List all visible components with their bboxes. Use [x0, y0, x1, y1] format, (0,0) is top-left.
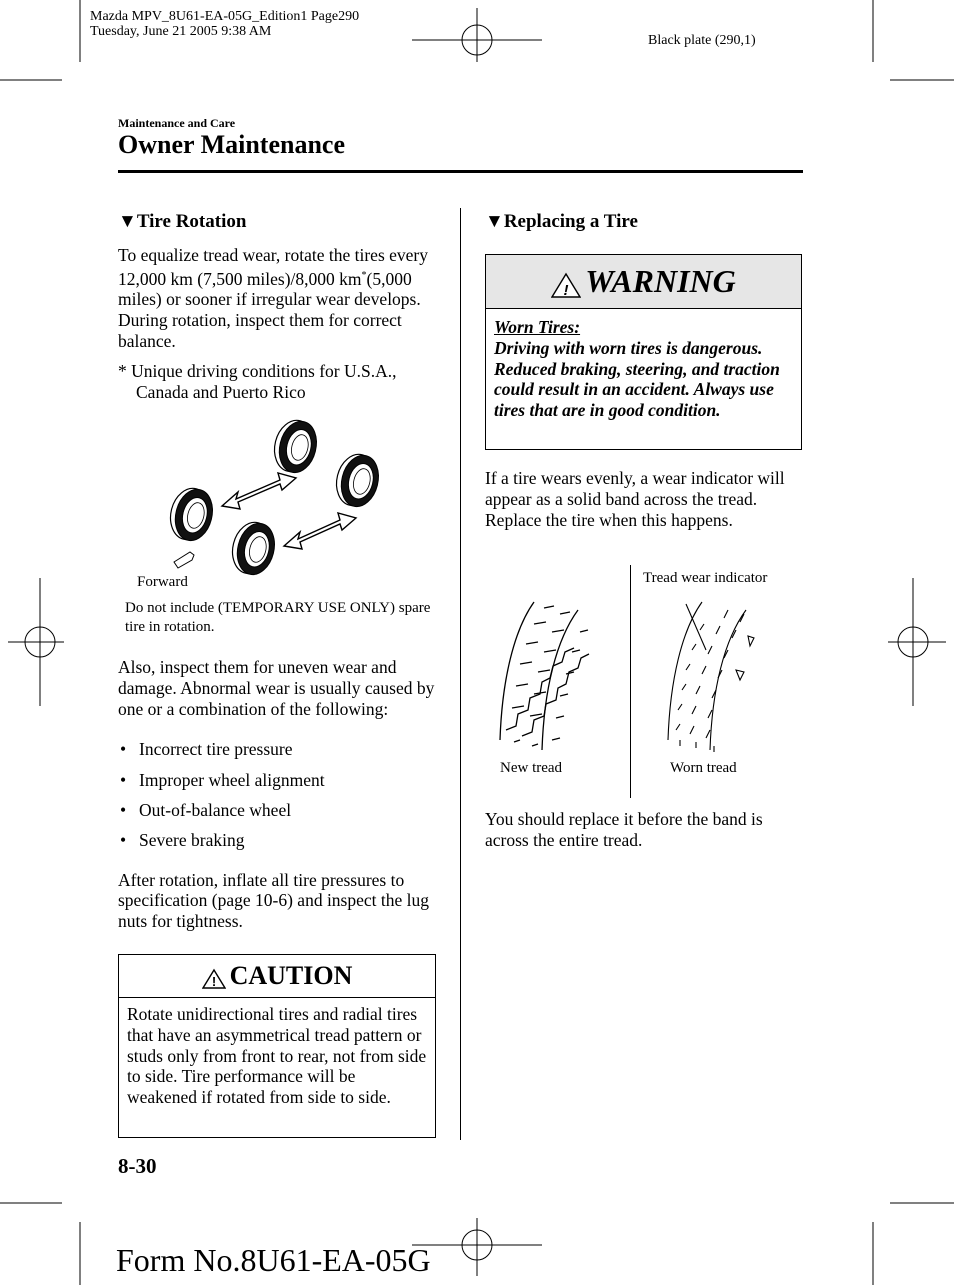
tire-rotation-heading: ▼Tire Rotation	[118, 211, 247, 232]
section-label: Maintenance and Care	[118, 116, 236, 130]
cause-list	[118, 739, 440, 860]
footnote-text: * Unique driving conditions for U.S.A., Canada and Puerto Rico	[118, 360, 397, 402]
warning-triangle-icon	[202, 968, 226, 989]
warning-box	[485, 254, 802, 450]
triangle-down-icon: ▼	[485, 211, 504, 232]
list-item: • Improper wheel alignment	[120, 769, 325, 790]
figure-caption: Do not include (TEMPORARY USE ONLY) spare tire in rotation.	[125, 600, 431, 635]
double-arrow-icon	[284, 513, 356, 549]
tread-wear-indicator-label: Tread wear indicator	[643, 570, 768, 586]
caution-text: Rotate unidirectional tires and radial tires that have an asymmetrical tread pattern or studs only from front to rear, not from side to side. Tire performance will be weakened if rotated from side to side.	[127, 1004, 427, 1108]
warning-header: ! WARNING	[486, 255, 801, 309]
warning-subtitle: Worn Tires:	[494, 317, 581, 337]
replace-before-paragraph: You should replace it before the band is across the entire tread.	[485, 809, 763, 850]
svg-text:!: !	[563, 281, 569, 298]
svg-text:!: !	[211, 973, 216, 989]
plate-label: Black plate (290,1)	[648, 33, 756, 48]
caution-box	[118, 954, 436, 1138]
print-slug	[90, 9, 359, 39]
right-column	[485, 211, 805, 233]
tread-diagram	[492, 590, 772, 755]
worn-tread-label: Worn tread	[670, 760, 737, 776]
worn-tread-icon	[668, 602, 754, 752]
forward-label: Forward	[137, 574, 188, 590]
double-arrow-icon	[222, 473, 296, 509]
front-left-tire-icon	[165, 484, 217, 544]
rotation-paragraph: To equalize tread wear, rotate the tires every 12,000 km (7,500 miles)/8,000 km*(5,000 miles) or sooner if irregular wear develops. During rotation, inspect them for correct balance.	[118, 245, 428, 352]
rear-right-tire-icon	[331, 450, 383, 510]
new-tread-icon	[500, 602, 589, 750]
triangle-down-icon: ▼	[118, 211, 137, 232]
warning-triangle-icon	[551, 272, 581, 298]
forward-arrow-icon	[174, 552, 194, 568]
warning-body: Driving with worn tires is dangerous. Reduced braking, steering, and traction could result in an accident. Always use tires that are in good condition.	[494, 337, 780, 421]
after-rotation-paragraph: After rotation, inflate all tire pressures to specification (page 10-6) and inspect the lug nuts for tightness.	[118, 869, 430, 932]
front-right-tire-icon	[227, 518, 279, 578]
slug-line-2: Tuesday, June 21 2005 9:38 AM	[90, 24, 272, 39]
column-divider	[460, 208, 461, 1140]
title-rule	[118, 170, 803, 173]
slug-line-1: Mazda MPV_8U61-EA-05G_Edition1 Page290	[90, 9, 360, 24]
left-column	[118, 211, 438, 402]
wear-indicator-paragraph: If a tire wears evenly, a wear indicator will appear as a solid band across the tread. Replace the tire when this happens.	[485, 468, 785, 530]
replacing-tire-heading: ▼Replacing a Tire	[485, 211, 638, 232]
page-number: 8-30	[118, 1154, 157, 1178]
rear-left-tire-icon	[269, 416, 321, 476]
inspection-paragraph: Also, inspect them for uneven wear and damage. Abnormal wear is usually caused by one or a combination of the following:	[118, 657, 435, 719]
list-item: • Incorrect tire pressure	[120, 739, 293, 760]
warning-text	[486, 309, 801, 429]
tire-rotation-diagram	[118, 410, 438, 590]
caution-header: ! CAUTION	[119, 955, 435, 998]
form-number: Form No.8U61-EA-05G	[116, 1242, 431, 1278]
list-item: • Severe braking	[120, 830, 245, 851]
left-lower	[118, 657, 440, 932]
list-item: • Out-of-balance wheel	[120, 799, 292, 820]
page-title: Owner Maintenance	[118, 130, 345, 159]
footnote-marker: *	[361, 269, 367, 281]
new-tread-label: New tread	[500, 760, 563, 776]
